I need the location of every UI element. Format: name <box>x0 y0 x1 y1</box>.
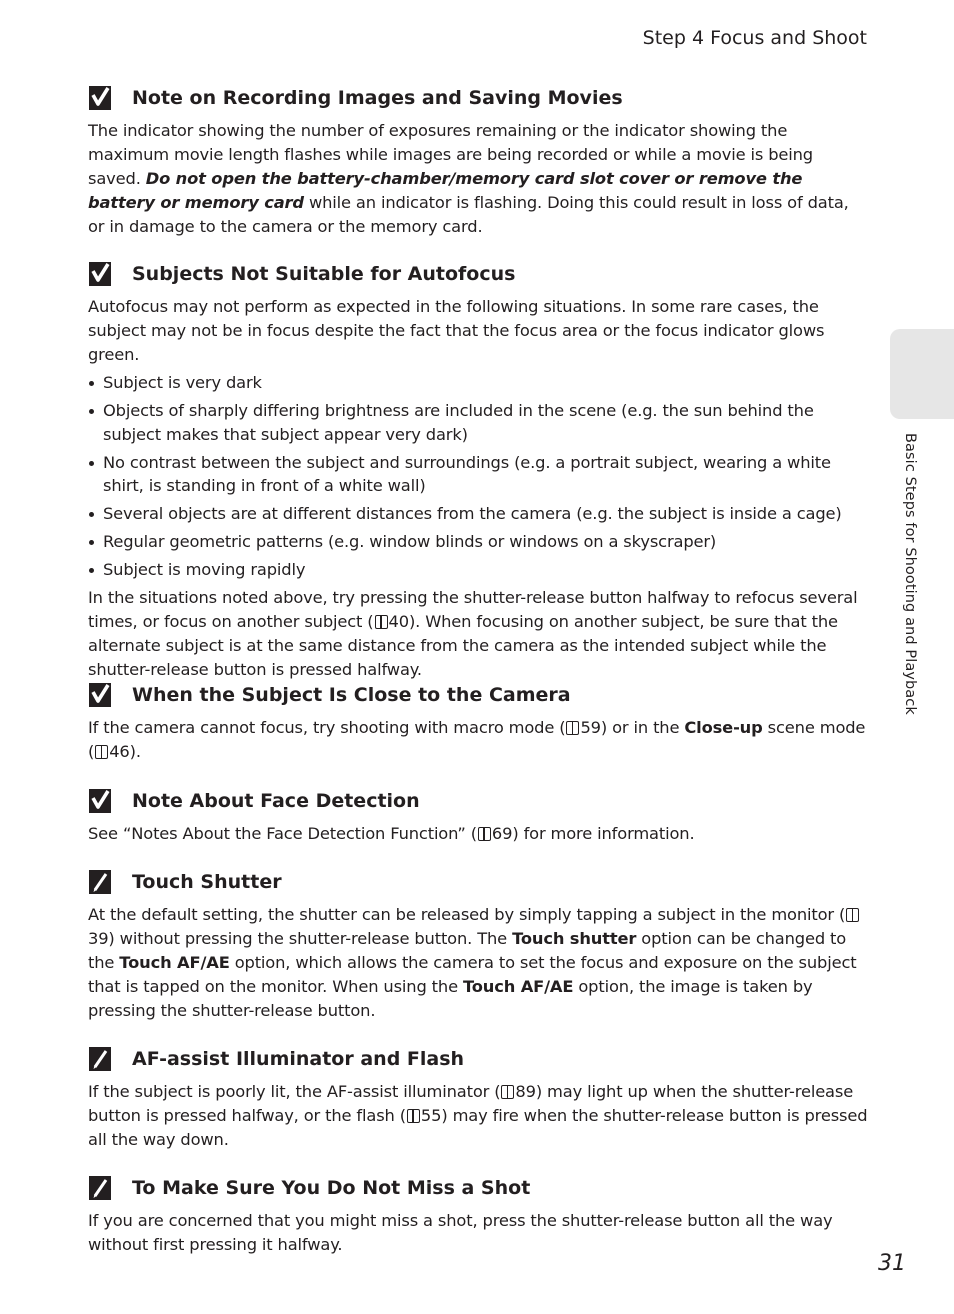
section-body: If the camera cannot focus, try shooting with macro mode ( 59) or in the Close-up scene mode ( 46). <box>88 718 866 761</box>
section-heading <box>88 869 868 903</box>
note-pencil-icon <box>88 869 112 895</box>
section-title: To Make Sure You Do Not Miss a Shot <box>132 1177 531 1199</box>
note-pencil-icon <box>88 1175 112 1201</box>
page-ref-link[interactable]: 40 <box>388 612 409 631</box>
page-ref-link[interactable]: 69 <box>491 824 513 843</box>
list-item: No contrast between the subject and surroundings (e.g. a portrait subject, wearing a white shirt, is standing in front of a white wall) <box>88 451 868 498</box>
section-heading <box>88 682 868 716</box>
running-header: Step 4 Focus and Shoot <box>642 27 867 49</box>
section-title: Touch Shutter <box>132 871 282 893</box>
section-heading <box>88 261 868 295</box>
list-item: Objects of sharply differing brightness are included in the scene (e.g. the sun behind the subject makes that subject appear very dark) <box>88 399 868 446</box>
section-intro: Autofocus may not perform as expected in the following situations. In some rare cases, the subject may not be in focus despite the fact that the focus area or the focus indicator glows green. <box>88 297 825 364</box>
note-pencil-icon <box>88 1046 112 1072</box>
page-ref-icon <box>95 745 108 759</box>
list-item: Regular geometric patterns (e.g. window blinds or windows on a skyscraper) <box>88 530 868 554</box>
section-close-subject <box>88 682 868 764</box>
chapter-tab <box>890 329 954 419</box>
caution-check-icon <box>88 682 112 708</box>
section-title: Note About Face Detection <box>132 790 420 812</box>
page-ref-icon <box>407 1109 420 1123</box>
section-title: When the Subject Is Close to the Camera <box>132 684 571 706</box>
page-ref-icon <box>478 827 491 841</box>
caution-check-icon <box>88 788 112 814</box>
list-item: Several objects are at different distances from the camera (e.g. the subject is inside a cage) <box>88 502 868 526</box>
caution-check-icon <box>88 85 112 111</box>
section-heading <box>88 788 868 822</box>
section-title: Note on Recording Images and Saving Movies <box>132 87 623 109</box>
section-heading <box>88 1046 868 1080</box>
section-af-assist <box>88 1046 868 1152</box>
section-face-detection <box>88 788 868 846</box>
page-ref-link[interactable]: 89 <box>515 1082 536 1101</box>
section-autofocus <box>88 261 868 682</box>
section-title: Subjects Not Suitable for Autofocus <box>132 263 516 285</box>
page-ref-link[interactable]: 55 <box>420 1106 442 1125</box>
section-title: AF-assist Illuminator and Flash <box>132 1048 465 1070</box>
page-ref-icon <box>375 615 388 629</box>
list-item: Subject is very dark <box>88 371 868 395</box>
section-outro: In the situations noted above, try pressing the shutter-release button halfway to refocus several times, or focus on another subject ( 40). When focusing on another subject, be sure that the alternate subject is at the same distance from the camera as the intended subject while the shutter-release button is pressed halfway. <box>88 588 858 679</box>
page-ref-link[interactable]: 59 <box>580 718 601 737</box>
section-body: At the default setting, the shutter can be released by simply tapping a subject in the monitor (39) without pressing the shutter-release button. The Touch shutter option can be changed to the Touch AF/AE option, which allows the camera to set the focus and exposure on the subject that is tapped on the monitor. When using the Touch AF/AE option, the image is taken by pressing the shutter-release button. <box>88 903 868 1023</box>
section-touch-shutter <box>88 869 868 1023</box>
section-body: The indicator showing the number of exposures remaining or the indicator showing the maximum movie length flashes while images are being recorded or while a movie is being saved. Do not open the battery-chamber/memory card slot cover or remove the battery or memory card while an indicator is flashing. Doing this could result in loss of data, or in damage to the camera or the memory card. <box>88 121 849 236</box>
page-ref-icon <box>501 1085 514 1099</box>
page-ref-link[interactable]: 39 <box>88 929 109 948</box>
section-recording-note <box>88 85 868 239</box>
page-ref-link[interactable]: 46 <box>109 742 130 761</box>
caution-check-icon <box>88 261 112 287</box>
section-body: If the subject is poorly lit, the AF-assist illuminator ( 89) may light up when the shutter-release button is pressed halfway, or the flash ( 55) may fire when the shutter-release button is pressed all the way down. <box>88 1082 868 1149</box>
page-ref-icon <box>846 908 859 922</box>
chapter-side-label: Basic Steps for Shooting and Playback <box>902 433 918 715</box>
section-heading <box>88 85 868 119</box>
section-heading <box>88 1175 868 1209</box>
section-body: If you are concerned that you might miss a shot, press the shutter-release button all the way without first pressing it halfway. <box>88 1211 833 1254</box>
situation-list <box>88 371 868 582</box>
page-ref-icon <box>566 721 579 735</box>
section-miss-shot <box>88 1175 868 1257</box>
list-item: Subject is moving rapidly <box>88 558 868 582</box>
section-body: See “Notes About the Face Detection Function” ( 69) for more information. <box>88 824 695 843</box>
page-number: 31 <box>878 1251 906 1276</box>
